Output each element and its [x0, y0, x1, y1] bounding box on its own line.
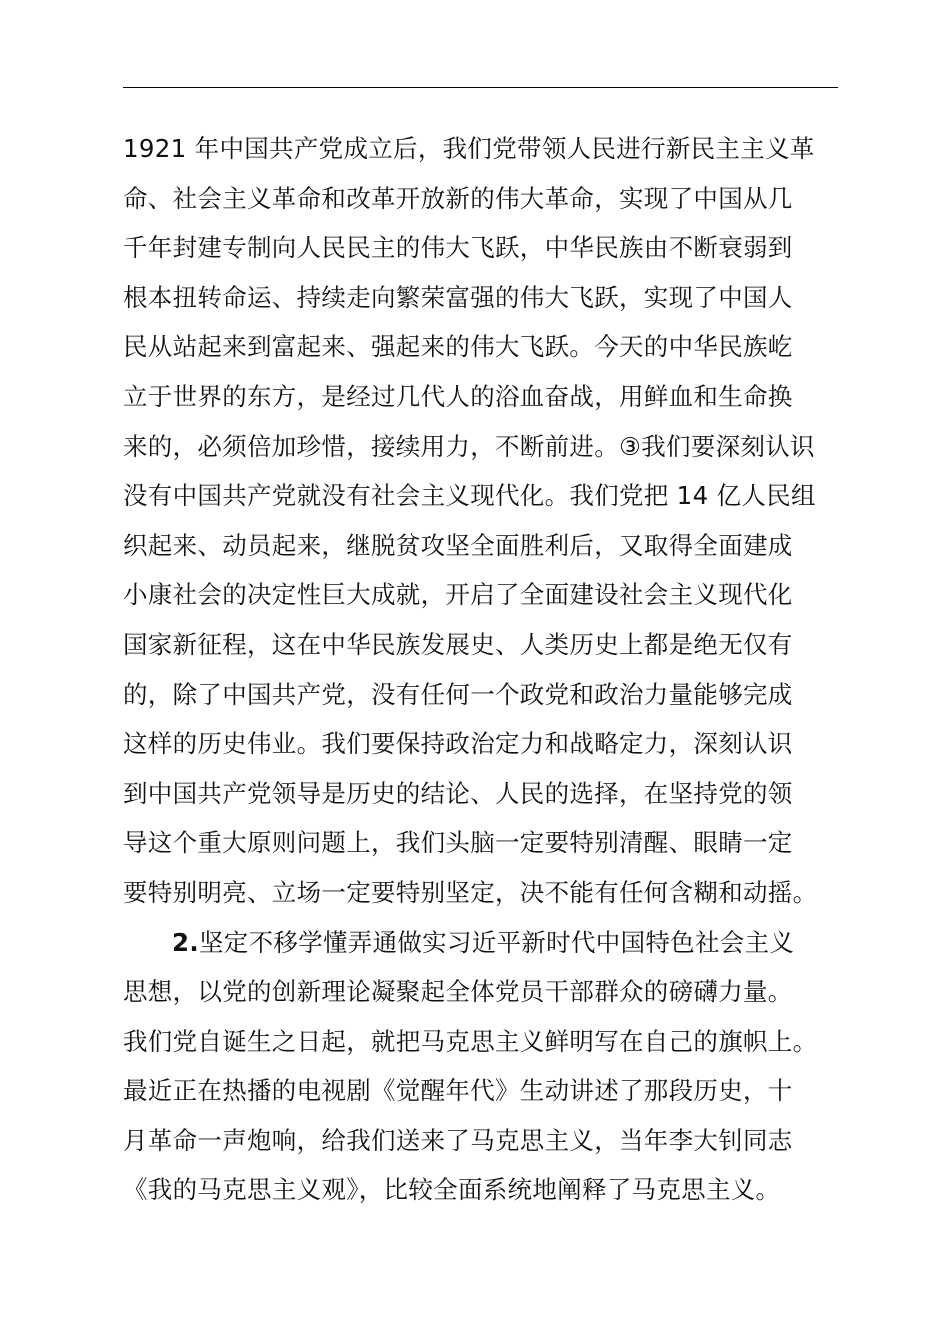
text-line: 这样的历史伟业。我们要保持政治定力和战略定力，深刻认识 [123, 729, 793, 759]
section-number: 2. [172, 927, 199, 957]
text-line: 民从站起来到富起来、强起来的伟大飞跃。今天的中华民族屹 [123, 332, 793, 362]
text-line: 导这个重大原则问题上，我们头脑一定要特别清醒、眼睛一定 [123, 828, 793, 858]
section-heading-text: 坚定不移学懂弄通做实习近平新时代中国特色社会主义 [198, 927, 795, 957]
text-line: 1921 年中国共产党成立后，我们党带领人民进行新民主主义革 [123, 134, 815, 163]
document-body [123, 124, 863, 1215]
section-2-heading-line [123, 918, 863, 968]
text-line: 小康社会的决定性巨大成就，开启了全面建设社会主义现代化 [123, 580, 793, 610]
text-line: 没有中国共产党就没有社会主义现代化。我们党把 14 亿人民组 [123, 481, 816, 511]
text-line: 要特别明亮、立场一定要特别坚定，决不能有任何含糊和动摇。 [123, 877, 818, 907]
text-line: 月革命一声炮响，给我们送来了马克思主义，当年李大钊同志 [123, 1125, 793, 1155]
text-line: 到中国共产党领导是历史的结论、人民的选择，在坚持党的领 [123, 778, 793, 808]
text-line: 命、社会主义革命和改革开放新的伟大革命，实现了中国从几 [123, 183, 793, 213]
text-line: 织起来、动员起来，继脱贫攻坚全面胜利后，又取得全面建成 [123, 530, 793, 560]
text-line: 我们党自诞生之日起，就把马克思主义鲜明写在自己的旗帜上。 [123, 1026, 818, 1056]
text-line: 思想，以党的创新理论凝聚起全体党员干部群众的磅礴力量。 [123, 977, 793, 1007]
header-rule [123, 87, 838, 88]
text-line: 最近正在热播的电视剧《觉醒年代》生动讲述了那段历史，十 [123, 1076, 793, 1106]
text-line: 千年封建专制向人民民主的伟大飞跃，中华民族由不断衰弱到 [123, 233, 793, 263]
text-line: 根本扭转命运、持续走向繁荣富强的伟大飞跃，实现了中国人 [123, 282, 793, 312]
text-line: 的，除了中国共产党，没有任何一个政党和政治力量能够完成 [123, 679, 793, 709]
text-line: 来的，必须倍加珍惜，接续用力，不断前进。③我们要深刻认识 [123, 431, 815, 461]
text-line: 《我的马克思主义观》，比较全面系统地阐释了马克思主义。 [123, 1175, 781, 1205]
text-line: 国家新征程，这在中华民族发展史、人类历史上都是绝无仅有 [123, 629, 793, 659]
text-line: 立于世界的东方，是经过几代人的浴血奋战，用鲜血和生命换 [123, 381, 793, 411]
